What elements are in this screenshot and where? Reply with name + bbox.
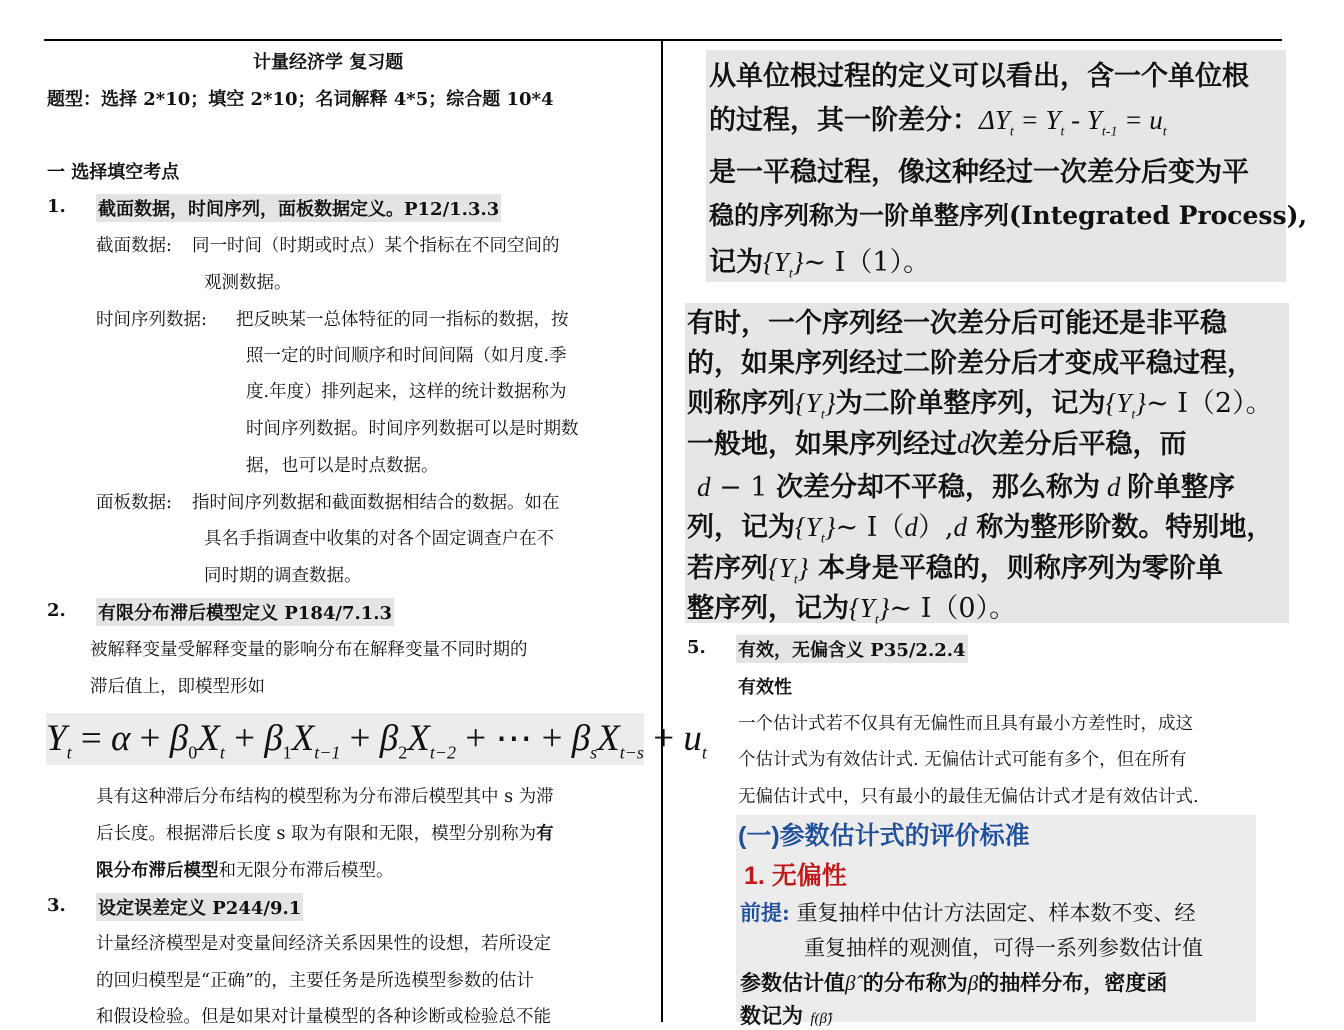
body-line: 计量经济模型是对变量间经济关系因果性的设想，若所设定	[96, 934, 551, 954]
definition-line: 度.年度）排列起来，这样的统计数据称为	[246, 382, 567, 402]
term-label: 面板数据:	[96, 493, 172, 513]
body-line: 和假设检验。但是如果对计量模型的各种诊断或检验总不能	[96, 1007, 551, 1027]
item-number: 3.	[47, 895, 66, 916]
body-line: 滞后值上，即模型形如	[90, 677, 265, 697]
body-line: 无偏估计式中，只有最小的最佳无偏估计式才是有效估计式.	[738, 787, 1199, 807]
section-heading: 一 选择填空考点	[47, 162, 180, 183]
definition-line: 把反映某一总体特征的同一指标的数据，按	[236, 310, 569, 330]
text-line: 列，记为$\{Y_t\}\sim$ I（d）,d 称为整形阶数。特别地，	[687, 512, 1274, 547]
text-line: 从单位根过程的定义可以看出，含一个单位根	[709, 61, 1249, 92]
definition-line: 据，也可以是时点数据。	[246, 456, 439, 476]
item-heading: 有限分布滞后模型定义 P184/7.1.3	[96, 598, 394, 626]
text-line: 的，如果序列经过二阶差分后才变成平稳过程，	[687, 348, 1254, 379]
term-label: 时间序列数据:	[96, 310, 207, 330]
term-label: 截面数据:	[96, 236, 172, 256]
document-title: 计量经济学 复习题	[253, 52, 404, 73]
definition-line: 同一时间（时期或时点）某个指标在不同空间的	[192, 236, 560, 256]
body-line: 的回归模型是“正确”的，主要任务是所选模型参数的估计	[96, 971, 534, 991]
body-line: 具有这种滞后分布结构的模型称为分布滞后模型其中 s 为滞	[96, 787, 554, 807]
body-line: 一个估计式若不仅具有无偏性而且具有最小方差性时，成这	[738, 714, 1193, 734]
item-number: 2.	[47, 600, 66, 621]
definition-line: 时间序列数据。时间序列数据可以是时期数	[246, 419, 579, 439]
text-line: 记为$\{Y_t\}\sim$ I（1）。	[709, 247, 931, 282]
top-rule	[44, 39, 1282, 41]
sub-heading: 有效性	[738, 677, 792, 698]
text-line: 稳的序列称为一阶单整序列(Integrated Process),	[709, 201, 1308, 230]
item-heading: 设定误差定义 P244/9.1	[96, 893, 303, 921]
text-line: 则称序列$\{Y_t\}$为二阶单整序列，记为$\{Y_t\}\sim$ I（2）。	[687, 388, 1273, 423]
text-line: 的过程，其一阶差分：$\Delta Y_t = Y_t - Y_{t-1} = u_t$	[709, 105, 1167, 140]
definition-line: 具名手指调查中收集的对各个固定调查户在不	[204, 529, 554, 549]
definition-line: 指时间序列数据和截面数据相结合的数据。如在	[192, 493, 560, 513]
distribution-line: 数记为 f(β̂)	[740, 1003, 832, 1028]
body-line: 限分布滞后模型和无限分布滞后模型。	[96, 861, 394, 881]
question-types: 题型：选择 2*10；填空 2*10；名词解释 4*5；综合题 10*4	[47, 89, 554, 110]
criteria-heading: (一)参数估计式的评价标准	[738, 822, 1030, 850]
definition-line: 观测数据。	[204, 273, 292, 293]
text-line: 若序列$\{Y_t\}$ 本身是平稳的，则称序列为零阶单	[687, 553, 1223, 588]
text-line: 有时，一个序列经一次差分后可能还是非平稳	[687, 308, 1227, 339]
item-heading: 有效，无偏含义 P35/2.2.4	[736, 635, 968, 663]
column-divider	[661, 40, 663, 1022]
definition-line: 同时期的调查数据。	[204, 566, 362, 586]
distribution-line: 参数估计值β̂ 的分布称为β̂的抽样分布，密度函	[740, 970, 1168, 995]
body-line: 个估计式为有效估计式. 无偏估计式可能有多个，但在所有	[738, 750, 1187, 770]
premise-line: 前提: 重复抽样中估计方法固定、样本数不变、经	[740, 900, 1196, 925]
premise-line: 重复抽样的观测值，可得一系列参数估计值	[804, 936, 1203, 960]
text-line: d − 1 次差分却不平稳，那么称为 d 阶单整序	[697, 472, 1236, 503]
definition-line: 照一定的时间顺序和时间间隔（如月度.季	[246, 346, 567, 366]
lag-model-formula: $Y_t = \alpha + \beta_0X_t + \beta_1X_{t-1} + \beta_2X_{t-2}$ + ⋯ + $\beta_sX_{t-s} + u_t$	[46, 713, 644, 765]
unbiased-heading: 1. 无偏性	[744, 862, 847, 890]
item-number: 1.	[47, 196, 66, 217]
text-line: 是一平稳过程，像这种经过一次差分后变为平	[709, 157, 1249, 188]
body-line: 被解释变量受解释变量的影响分布在解释变量不同时期的	[90, 640, 528, 660]
text-line: 整序列，记为$\{Y_t\}\sim$ I（0）。	[687, 593, 1017, 628]
text-line: 一般地，如果序列经过d次差分后平稳，而	[687, 429, 1187, 460]
body-line: 后长度。根据滞后长度 s 取为有限和无限，模型分别称为有	[96, 824, 554, 844]
item-heading: 截面数据，时间序列，面板数据定义。P12/1.3.3	[96, 194, 501, 222]
item-number: 5.	[687, 637, 706, 658]
